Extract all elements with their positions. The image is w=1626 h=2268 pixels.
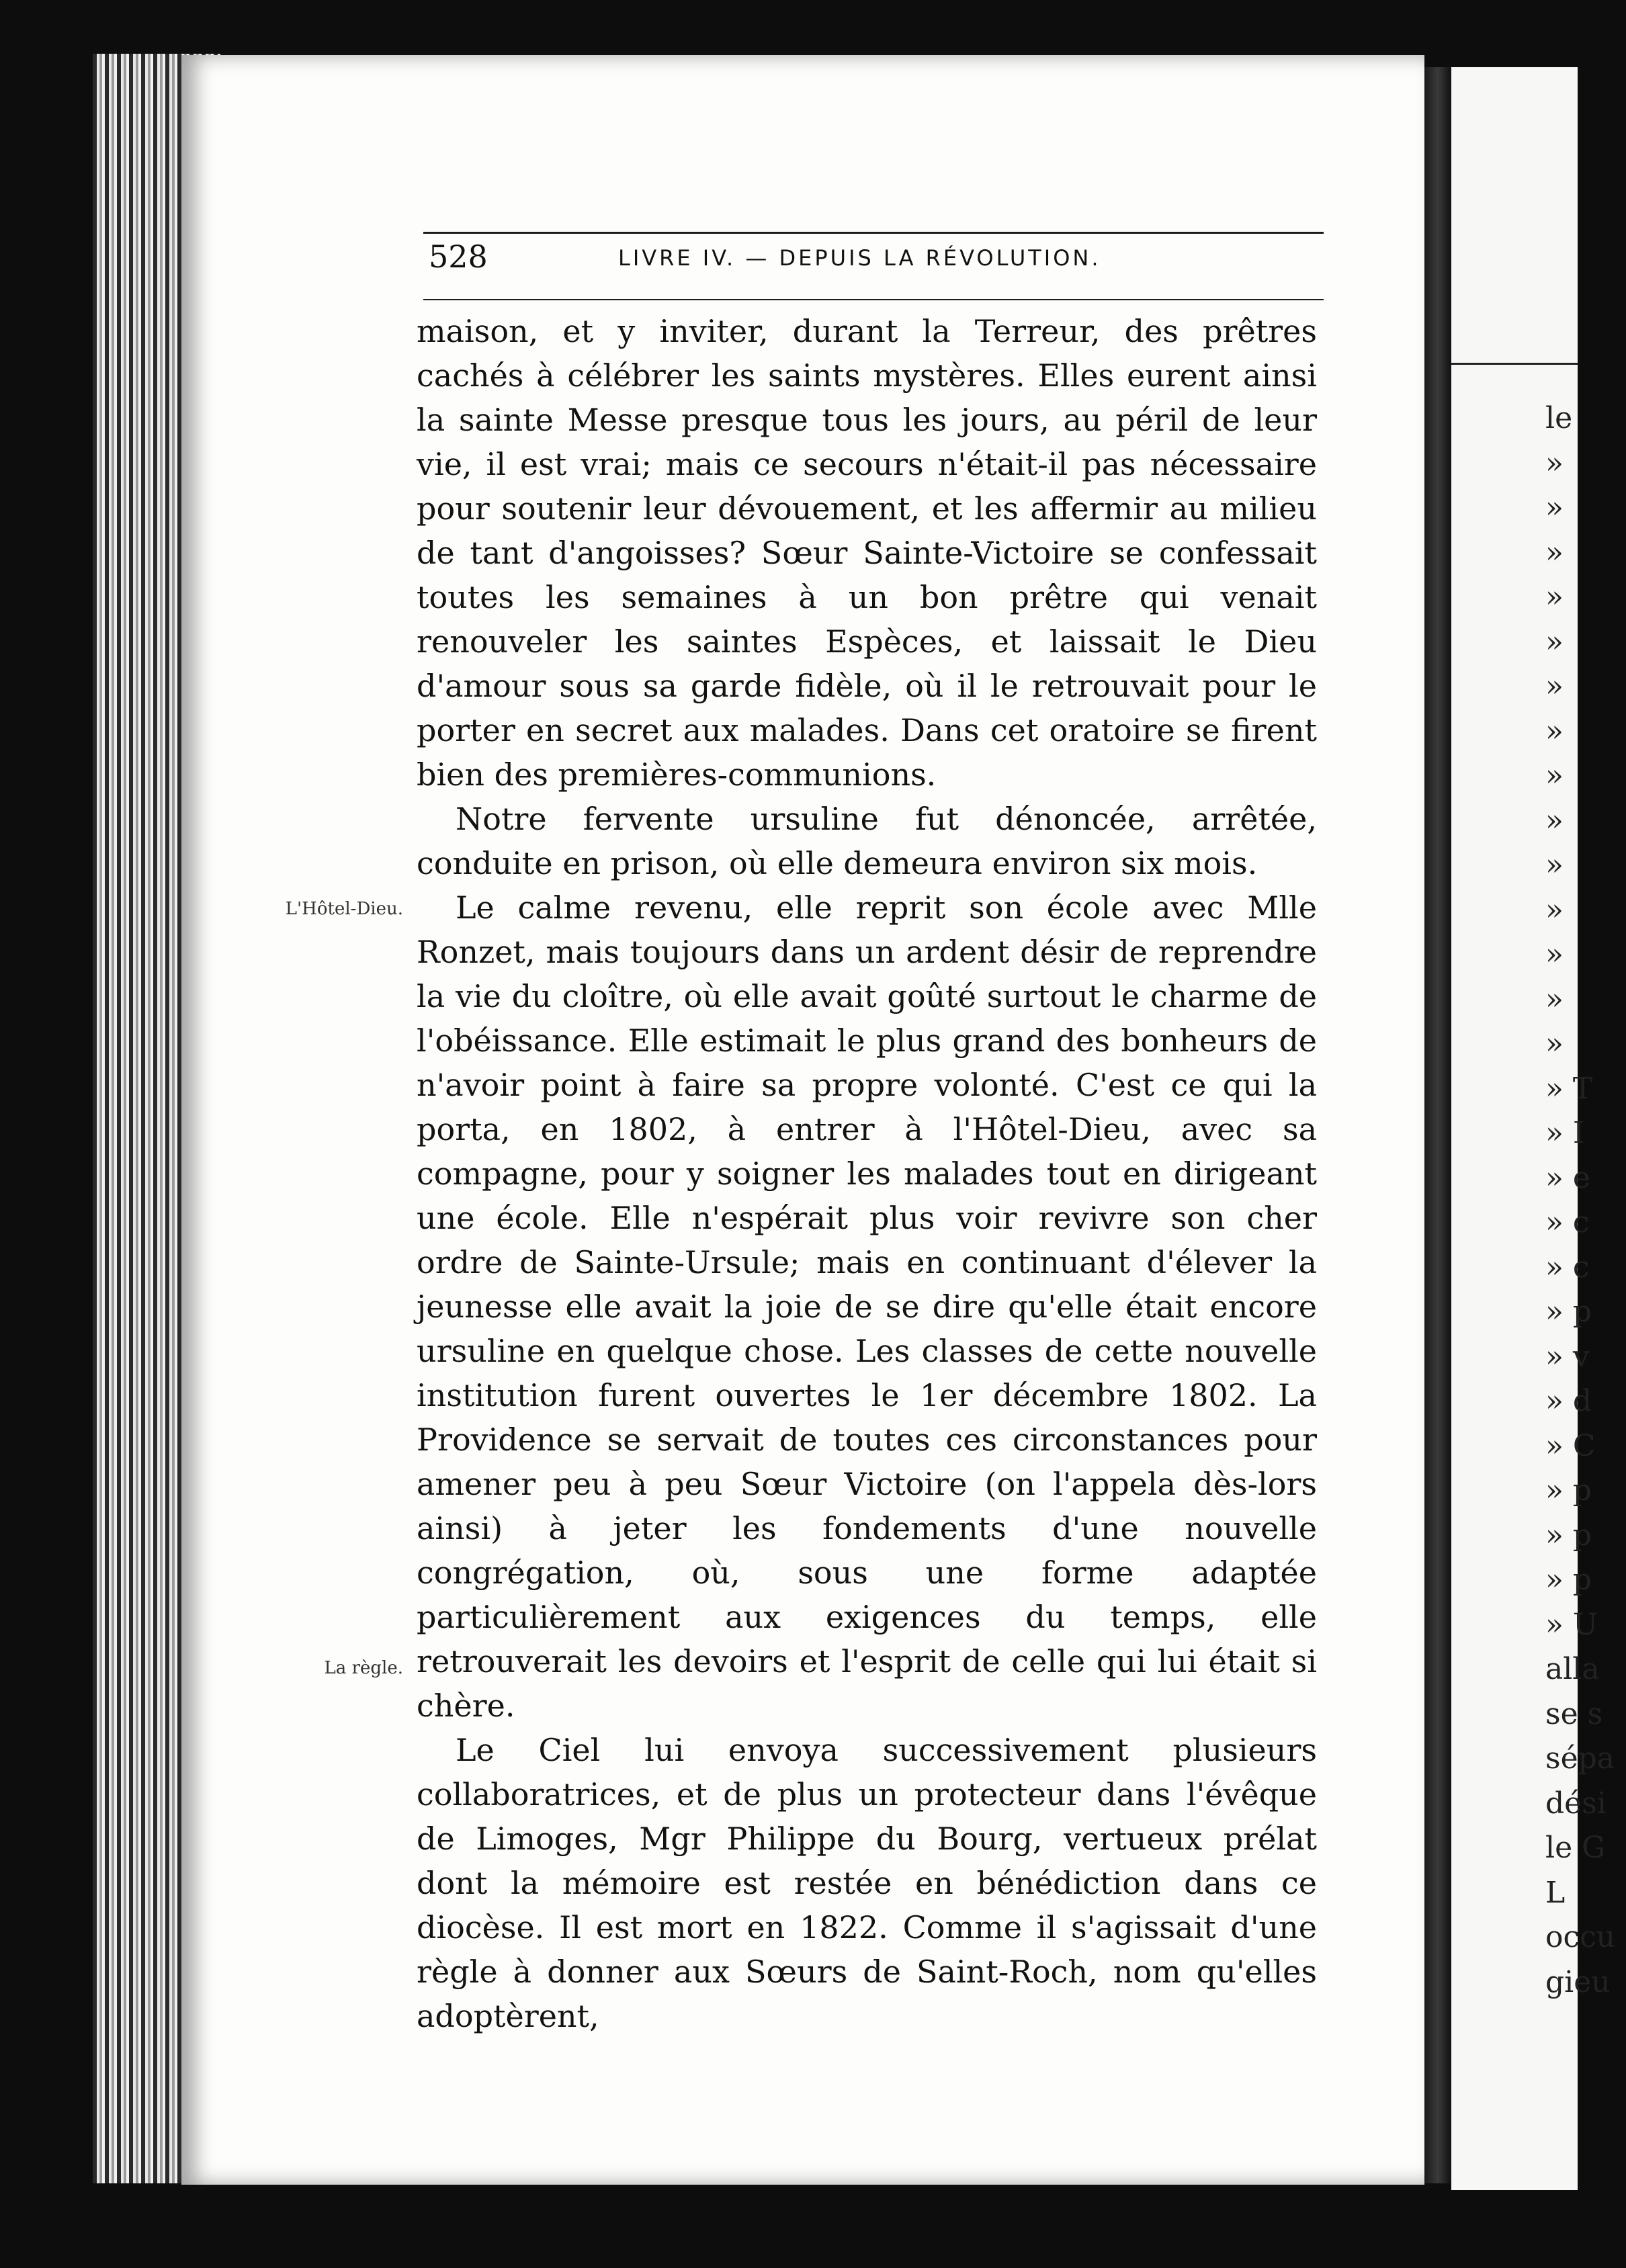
facing-page-fragment (1451, 67, 1616, 2190)
facing-page-line: L (1545, 1875, 1566, 1910)
facing-page-line: » (1545, 937, 1564, 971)
page-number: 528 (429, 238, 488, 275)
facing-page-line: » (1545, 669, 1564, 703)
facing-page-line: » (1545, 580, 1564, 614)
facing-page-line: » T (1545, 1071, 1593, 1106)
facing-page-line: » p (1545, 1518, 1592, 1553)
facing-page-line: » v (1545, 1339, 1590, 1374)
running-head: LIVRE IV. — DEPUIS LA RÉVOLUTION. (618, 245, 1101, 271)
facing-page-line: se s (1545, 1696, 1603, 1731)
facing-page-line: » p (1545, 1473, 1592, 1508)
paragraph-4: Le Ciel lui envoya successivement plusieurs collaboratrices, et de plus un protecteur dans l'évêque de Limoges, Mgr Philippe du Bourg, vertueux prélat dont la mémoire est restée en bénédiction dans ce diocèse. Il est mort en 1822. Comme il s'agissait d'une règle à donner aux Sœurs de Saint-Roch, nom qu'elles adoptèrent, (417, 1732, 1317, 2034)
facing-page-line: » (1545, 758, 1564, 793)
facing-page-line: » C (1545, 1428, 1596, 1463)
facing-page-line: » (1545, 713, 1564, 748)
facing-page-line: » I (1545, 1116, 1585, 1150)
body-text (417, 309, 1317, 2038)
facing-page-line: gieu (1545, 1964, 1611, 1999)
facing-page-line: » (1545, 1027, 1564, 1061)
facing-page-line: alla (1545, 1652, 1600, 1686)
paragraph-3: Le calme revenu, elle reprit son école avec Mlle Ronzet, mais toujours dans un ardent désir de reprendre la vie du cloître, où elle avait goûté surtout le charme de l'obéissance. Elle estimait le plus grand des bonheurs de n'avoir point à faire sa propre volonté. C'est ce qui la porta, en 1802, à entrer à l'Hôtel-Dieu, avec sa compagne, pour y soigner les malades tout en dirigeant une école. Elle n'espérait plus voir revivre son cher ordre de Sainte-Ursule; mais en continuant d'élever la jeunesse elle avait la joie de se dire qu'elle était encore ursuline en quelque chose. Les classes de cette nouvelle institution furent ouvertes le 1er décembre 1802. La Providence se servait de toutes ces circonstances pour amener peu à peu Sœur Victoire (on l'appela dès-lors ainsi) à jeter les fondements d'une nouvelle congrégation, où, sous une forme adaptée particulièrement aux exigences du temps, elle retrouverait les devoirs et l'esprit de celle qui lui était si chère. (417, 889, 1317, 1724)
facing-page-text (1545, 396, 1626, 2005)
facing-page-line: sépa (1545, 1741, 1615, 1776)
facing-page-line: » p (1545, 1563, 1592, 1597)
facing-page-line: » (1545, 892, 1564, 927)
facing-page-line: » U (1545, 1607, 1598, 1642)
paragraph-1: maison, et y inviter, durant la Terreur, des prêtres cachés à célébrer les saints mystères. Elles eurent ainsi la sainte Messe presque tous les jours, au péril de leur vie, il est vrai; mais ce secours n'était-il pas nécessaire pour soutenir leur dévouement, et les affermir au milieu de tant d'angoisses? Sœur Sainte-Victoire se confessait toutes les semaines à un bon prêtre qui venait renouveler les saintes Espèces, et laissait le Dieu d'amour sous sa garde fidèle, où il le retrouvait pour le porter en secret aux malades. Dans cet oratoire se firent bien des premières-communions. (417, 313, 1317, 793)
facing-page-line: » d (1545, 1384, 1592, 1418)
page-header (423, 238, 1324, 279)
book-gutter (1424, 67, 1451, 2183)
header-top-rule (423, 232, 1324, 234)
paragraph-2: Notre fervente ursuline fut dénoncée, arrêtée, conduite en prison, où elle demeura environ six mois. (417, 801, 1317, 881)
facing-page-line: » p (1545, 1295, 1592, 1329)
facing-page-line: le (1545, 401, 1573, 435)
header-bottom-rule (423, 299, 1324, 300)
facing-page-line: occu (1545, 1920, 1616, 1954)
margin-note-hotel-dieu: L'Hôtel-Dieu. (285, 899, 403, 919)
facing-page-line: » (1545, 535, 1564, 570)
facing-page-rule (1451, 363, 1578, 365)
margin-note-regle: La règle. (324, 1658, 403, 1678)
facing-page-line: » c (1545, 1205, 1590, 1239)
facing-page-line: » (1545, 982, 1564, 1016)
facing-page-line: dési (1545, 1786, 1607, 1821)
facing-page-line: » (1545, 624, 1564, 659)
facing-page-line: le G (1545, 1831, 1606, 1865)
facing-page-line: » c (1545, 1250, 1590, 1284)
facing-page-line: » e (1545, 1160, 1590, 1195)
facing-page-line: » (1545, 445, 1564, 480)
facing-page-line: » (1545, 848, 1564, 882)
facing-page-line: » (1545, 803, 1564, 838)
facing-page-line: » (1545, 490, 1564, 525)
